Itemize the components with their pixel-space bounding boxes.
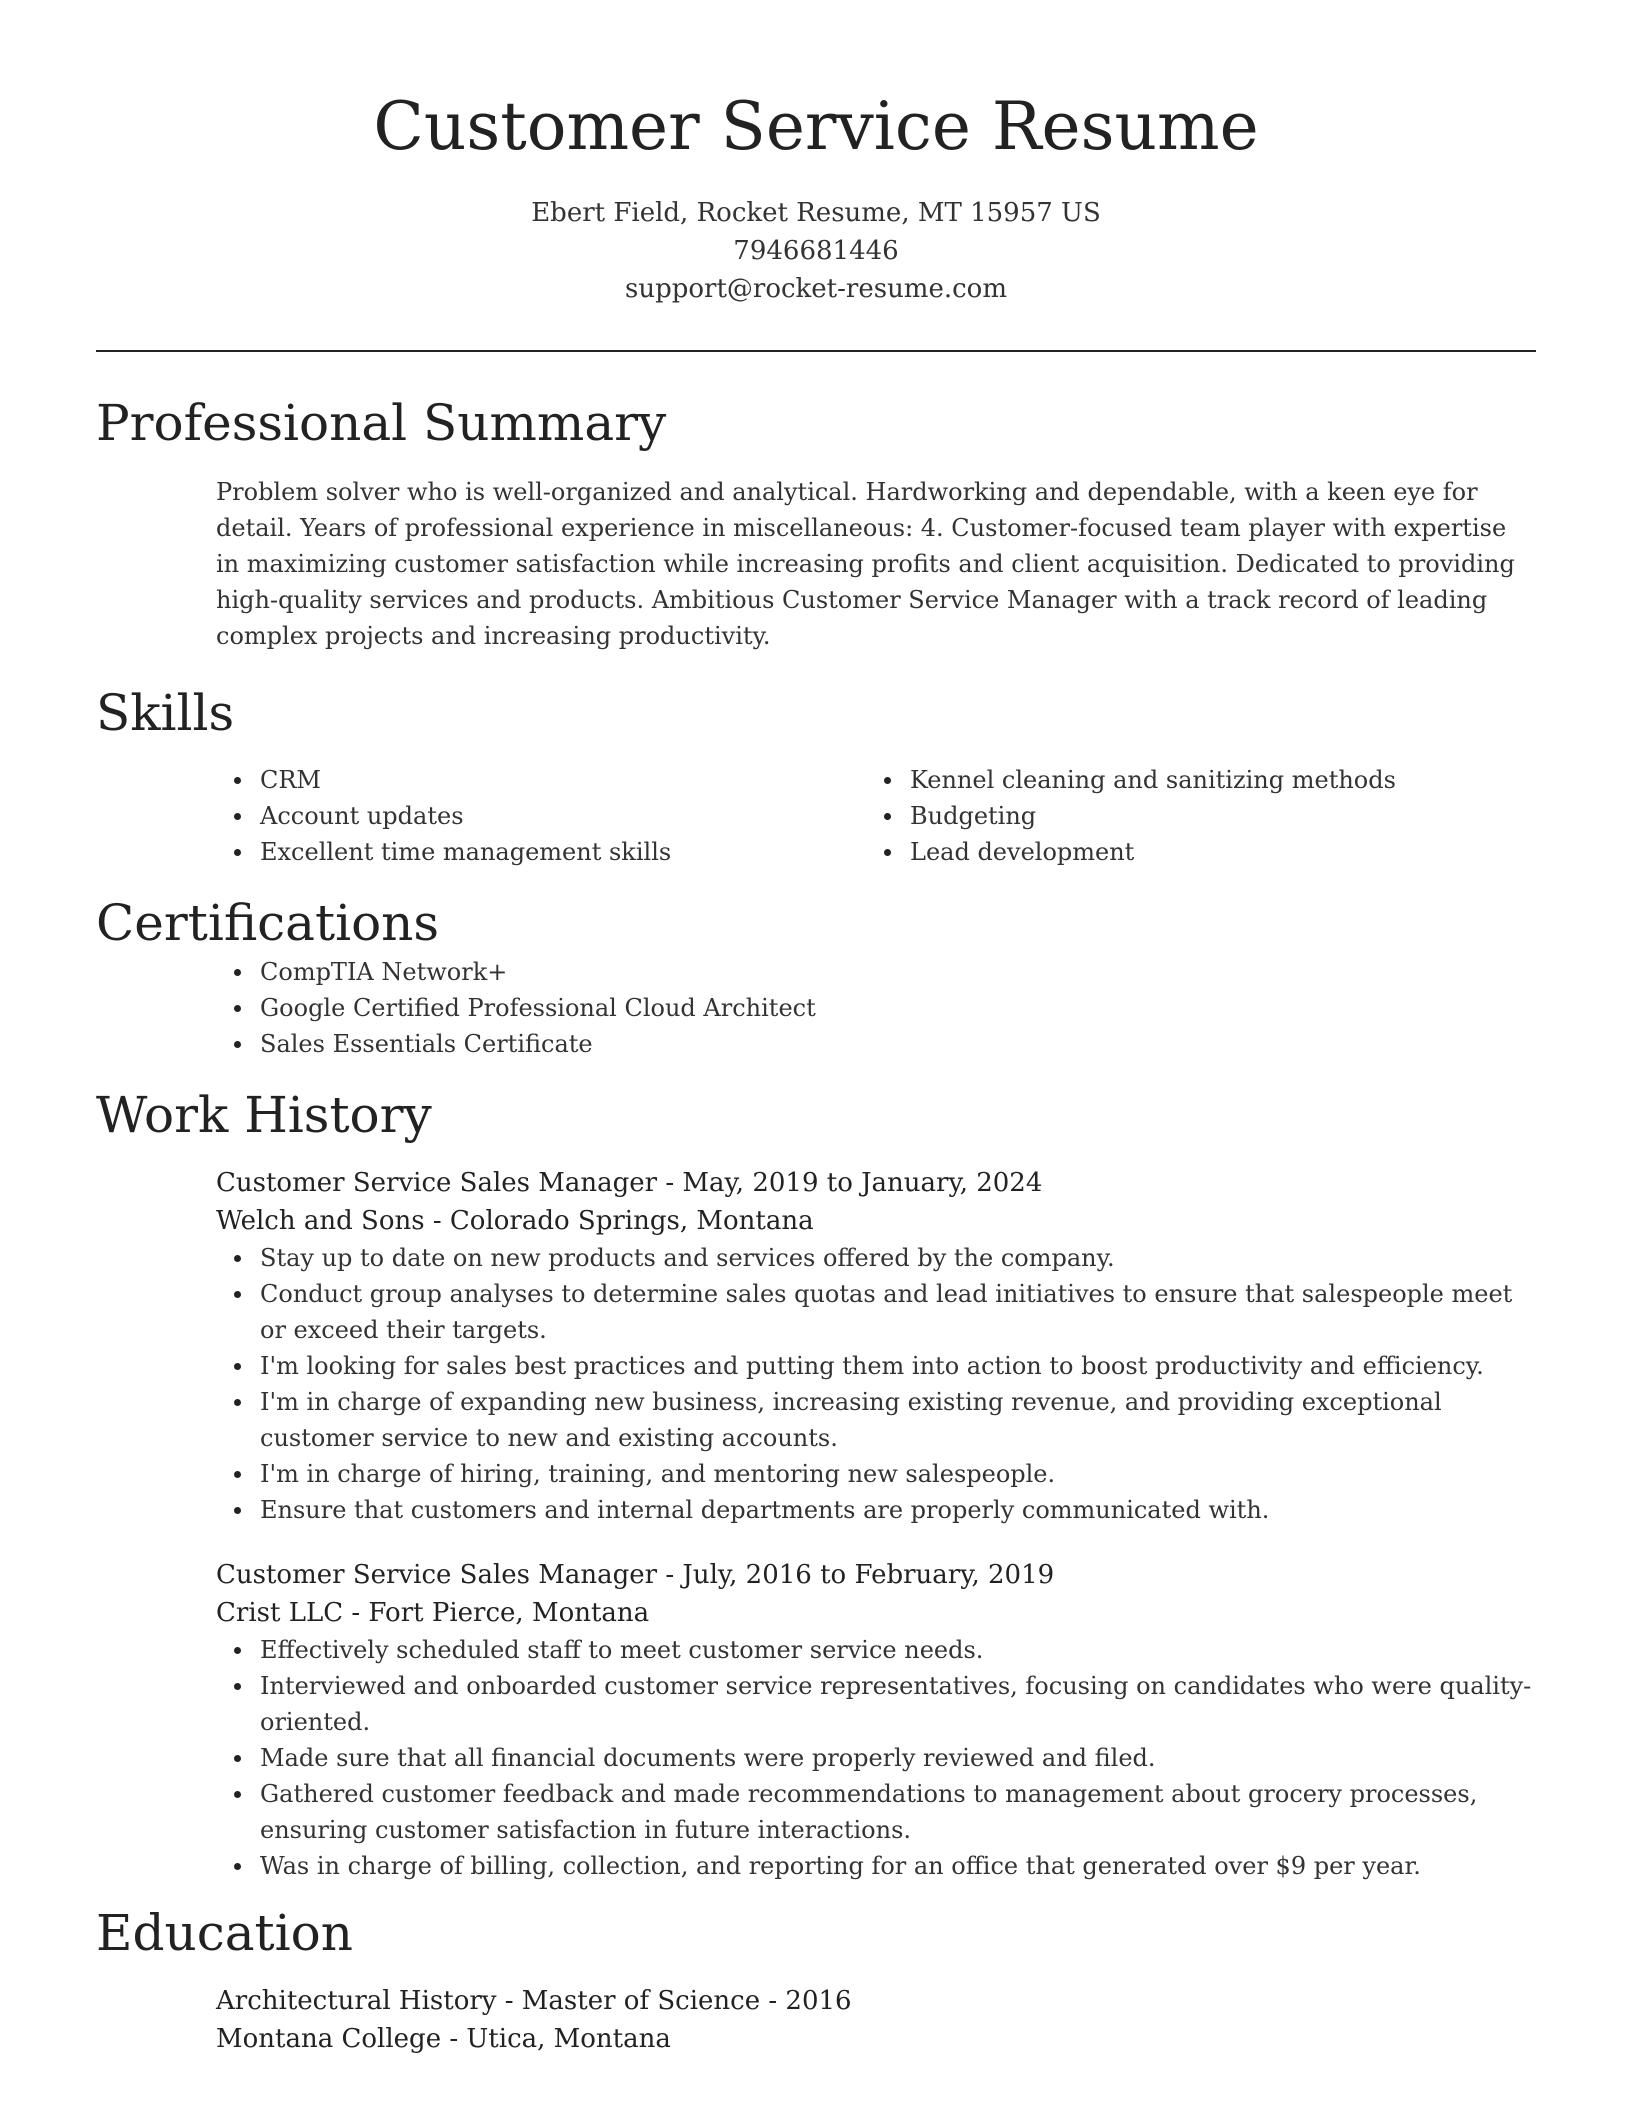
skill-item: Lead development xyxy=(746,834,1396,870)
job-duty: I'm in charge of hiring, training, and mentoring new salespeople. xyxy=(96,1456,1536,1492)
job-company-location: Crist LLC - Fort Pierce, Montana xyxy=(216,1598,650,1628)
header-divider xyxy=(96,350,1536,352)
job-entry xyxy=(96,1556,1536,1884)
job-duty: Made sure that all financial documents were properly reviewed and filed. xyxy=(96,1740,1536,1776)
certifications-list xyxy=(96,954,1536,1062)
education-entry xyxy=(96,1982,1536,2058)
job-duty: Conduct group analyses to determine sales quotas and lead initiatives to ensure that salespeople meet or exceed their targets. xyxy=(96,1276,1536,1348)
resume-header xyxy=(96,0,1536,308)
contact-info xyxy=(96,194,1536,308)
job-entry xyxy=(96,1164,1536,1528)
resume-title: Customer Service Resume xyxy=(373,88,1259,165)
job-duties-list xyxy=(96,1632,1536,1884)
job-duty: Interviewed and onboarded customer service representatives, focusing on candidates who were quality-oriented. xyxy=(96,1668,1536,1740)
skills-columns xyxy=(96,762,1536,870)
certification-item: CompTIA Network+ xyxy=(96,954,1536,990)
job-duty: Effectively scheduled staff to meet customer service needs. xyxy=(96,1632,1536,1668)
skill-item: Account updates xyxy=(96,798,746,834)
education-section xyxy=(96,1902,1536,2058)
skill-item: Budgeting xyxy=(746,798,1396,834)
skill-item: Kennel cleaning and sanitizing methods xyxy=(746,762,1396,798)
certifications-heading: Certifications xyxy=(96,894,440,952)
job-duties-list xyxy=(96,1240,1536,1528)
skill-item: CRM xyxy=(96,762,746,798)
school-line: Montana College - Utica, Montana xyxy=(216,2024,671,2054)
summary-heading: Professional Summary xyxy=(96,394,667,452)
address-text: Ebert Field, Rocket Resume, MT 15957 US xyxy=(531,198,1101,228)
skills-heading: Skills xyxy=(96,684,235,742)
phone-text: 7946681446 xyxy=(733,236,899,266)
job-duty: Ensure that customers and internal departments are properly communicated with. xyxy=(96,1492,1536,1528)
education-heading: Education xyxy=(96,1904,353,1962)
certification-item: Google Certified Professional Cloud Architect xyxy=(96,990,1536,1026)
job-duty: Stay up to date on new products and services offered by the company. xyxy=(96,1240,1536,1276)
skills-list-right xyxy=(746,762,1396,870)
job-title-dates: Customer Service Sales Manager - May, 2019 to January, 2024 xyxy=(216,1168,1043,1198)
email-text: support@rocket-resume.com xyxy=(624,274,1007,304)
certifications-section xyxy=(96,892,1536,1062)
summary-section xyxy=(96,392,1536,654)
skill-item: Excellent time management skills xyxy=(96,834,746,870)
job-company-location: Welch and Sons - Colorado Springs, Montana xyxy=(216,1206,814,1236)
summary-text: Problem solver who is well-organized and analytical. Hardworking and dependable, with a keen eye for detail. Years of professional experience in miscellaneous: 4. Customer-focused team player with expertise in maximizing customer satisfaction while increasing profits and client acquisition. Dedicated to providing high-quality services and products. Ambitious Customer Service Manager with a track record of leading complex projects and increasing productivity. xyxy=(216,478,1515,650)
job-duty: I'm looking for sales best practices and putting them into action to boost productivity and efficiency. xyxy=(96,1348,1536,1384)
work-history-section xyxy=(96,1084,1536,1884)
job-duty: I'm in charge of expanding new business, increasing existing revenue, and providing exceptional customer service to new and existing accounts. xyxy=(96,1384,1536,1456)
job-title-dates: Customer Service Sales Manager - July, 2016 to February, 2019 xyxy=(216,1560,1055,1590)
job-duty: Gathered customer feedback and made recommendations to management about grocery processes, ensuring customer satisfaction in future interactions. xyxy=(96,1776,1536,1848)
skills-list-left xyxy=(96,762,746,870)
job-duty: Was in charge of billing, collection, and reporting for an office that generated over $9 per year. xyxy=(96,1848,1536,1884)
certification-item: Sales Essentials Certificate xyxy=(96,1026,1536,1062)
work-history-heading: Work History xyxy=(96,1086,432,1144)
degree-line: Architectural History - Master of Science - 2016 xyxy=(216,1986,852,2016)
skills-section xyxy=(96,682,1536,870)
